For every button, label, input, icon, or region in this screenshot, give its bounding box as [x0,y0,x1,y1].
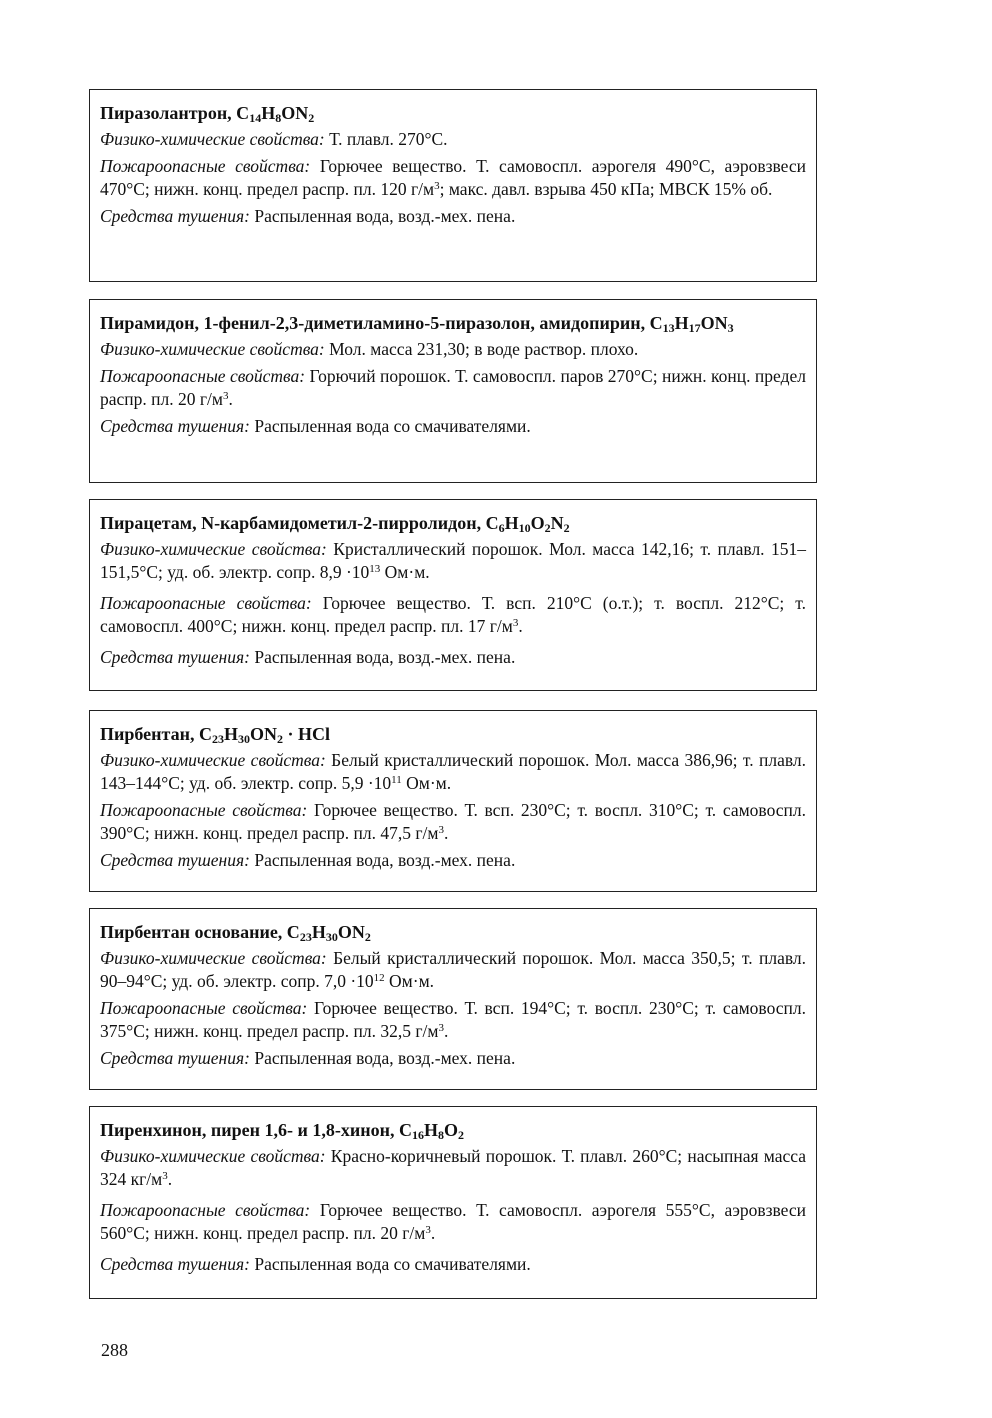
phys-chem-properties [100,947,806,993]
text-run: Горючее вещество. Т. всп. 210°С (о.т.); т. воспл. 212°С; т. самовоспл. 400°С; нижн. конц. предел распр. пл. 17 г/м [100,593,806,636]
text-run: H [311,922,326,942]
entry-pyrenequinone [89,1106,817,1299]
subscript: 2 [308,111,315,125]
fire-properties [100,155,806,201]
text-run: Распыленная вода, возд.-мех. пена. [249,850,516,870]
text-run: . [228,389,233,409]
phys-label: Физико-химические свойства: [100,750,326,770]
entry-title [100,723,806,745]
superscript: 3 [438,1022,444,1034]
subscript: 8 [437,1128,444,1142]
subscript: 2 [364,930,371,944]
extinguishing-means [100,849,806,872]
text-run: O [443,1120,458,1140]
phys-label: Физико-химические свойства: [100,339,325,359]
phys-chem-properties [100,338,806,361]
subscript: 6 [498,521,505,535]
phys-chem-properties [100,749,806,795]
ext-text [250,850,515,870]
text-run: H [423,1120,438,1140]
text-run: Ом·м. [380,562,430,582]
fire-properties [100,799,806,845]
superscript: 13 [369,563,381,575]
phys-text [325,129,448,149]
subscript: 2 [276,732,283,746]
ext-label: Средства тушения: [100,647,250,667]
entry-title [100,512,806,534]
subscript: 16 [411,1128,424,1142]
extinguishing-means [100,1047,806,1070]
text-run: ON [249,724,277,744]
entry-pirbentan [89,710,817,892]
ext-label: Средства тушения: [100,1254,250,1274]
text-run: . [167,1169,173,1189]
subscript: 8 [275,111,282,125]
text-run: Кристаллический порошок. Мол. масса 142,16; т. плавл. 151–151,5°С; уд. об. электр. сопр. 8,9 ·10 [100,539,806,582]
fire-label: Пожароопасные свойства: [100,800,308,820]
subscript: 2 [544,521,551,535]
ext-label: Средства тушения: [100,206,250,226]
text-run: . [518,616,523,636]
text-run: Т. плавл. 270°С. [324,129,448,149]
phys-chem-properties [100,128,806,151]
subscript: 13 [662,321,675,335]
entry-pyramidon [89,299,817,483]
ext-text [250,1048,515,1068]
text-run: O [530,513,545,533]
text-run: N [550,513,564,533]
fire-properties [100,1199,806,1245]
ext-label: Средства тушения: [100,850,250,870]
text-run: Белый кристаллический порошок. Мол. масса 350,5; т. плавл. 90–94°С; уд. об. электр. сопр. 7,0 ·10 [100,948,806,991]
text-run: Пирбентан основание, C [100,922,300,942]
text-run: H [223,724,238,744]
phys-chem-properties [100,1145,806,1191]
text-run: Мол. масса 231,30; в воде раствор. плохо. [324,339,639,359]
subscript: 2 [457,1128,464,1142]
fire-label: Пожароопасные свойства: [100,1200,311,1220]
text-run: Ом·м. [384,971,435,991]
superscript: 3 [223,390,229,402]
fire-properties [100,592,806,638]
text-run: Пиренхинон, пирен 1,6- и 1,8-хинон, C [100,1120,412,1140]
subscript: 23 [299,930,312,944]
entry-title [100,1119,806,1141]
superscript: 3 [512,617,519,629]
ext-label: Средства тушения: [100,1048,250,1068]
subscript: 2 [563,521,570,535]
text-run: Распыленная вода со смачивателями. [249,416,531,436]
text-run: Горючее вещество. Т. всп. 194°С; т. воспл. 230°С; т. самовоспл. 375°С; нижн. конц. предел распр. пл. 32,5 г/м [100,998,806,1041]
entry-title [100,102,806,124]
fire-properties [100,365,806,411]
text-run: Распыленная вода, возд.-мех. пена. [249,206,516,226]
text-run: Горючее вещество. Т. всп. 230°С; т. воспл. 310°С; т. самовоспл. 390°С; нижн. конц. предел распр. пл. 47,5 г/м [100,800,806,843]
text-run: . [443,823,449,843]
entry-title [100,921,806,943]
superscript: 3 [438,824,444,836]
text-run: Пирацетам, N-карбамидометил-2-пирролидон, C [100,513,499,533]
text-run: ON [281,103,309,123]
text-run: Белый кристаллический порошок. Мол. масса 386,96; т. плавл. 143–144°С; уд. об. электр. сопр. 5,9 ·10 [100,750,806,793]
phys-label: Физико-химические свойства: [100,1146,326,1166]
phys-label: Физико-химические свойства: [100,539,327,559]
text-run: Распыленная вода, возд.-мех. пена. [249,647,516,667]
entry-pyrazolanthrone [89,89,817,282]
phys-chem-properties [100,538,806,584]
page-number: 288 [101,1340,128,1360]
subscript: 17 [688,321,701,335]
subscript: 30 [237,732,250,746]
superscript: 3 [162,1170,168,1182]
text-run: Пиразолантрон, C [100,103,250,123]
entry-title [100,312,806,334]
extinguishing-means [100,1253,806,1276]
text-run: Горючий порошок. Т. самовоспл. паров 270°С; нижн. конц. предел распр. пл. 20 г/м [100,366,806,409]
subscript: 23 [211,732,224,746]
text-run: Распыленная вода, возд.-мех. пена. [249,1048,516,1068]
fire-label: Пожароопасные свойства: [100,156,311,176]
phys-label: Физико-химические свойства: [100,129,325,149]
text-run: Пирбентан, C [100,724,212,744]
fire-label: Пожароопасные свойства: [100,593,312,613]
ext-text [250,1254,531,1274]
text-run: . [443,1021,449,1041]
fire-properties [100,997,806,1043]
superscript: 12 [373,972,385,984]
entry-piracetam [89,499,817,691]
fire-label: Пожароопасные свойства: [100,366,306,386]
extinguishing-means [100,205,806,228]
text-run: . [430,1223,436,1243]
superscript: 11 [391,774,402,786]
entry-pirbentan-base [89,908,817,1090]
subscript: 10 [518,521,531,535]
extinguishing-means [100,415,806,438]
text-run: Ом·м. [401,773,452,793]
ext-label: Средства тушения: [100,416,250,436]
subscript: 3 [727,321,734,335]
text-run: H [674,313,689,333]
text-run: Распыленная вода со смачивателями. [249,1254,531,1274]
text-run: H [504,513,519,533]
superscript: 3 [434,180,440,192]
text-run: Горючее вещество. Т. самовоспл. аэрогеля 490°С, аэровзвеси 470°С; нижн. конц. предел распр. пл. 120 г/м [100,156,806,199]
phys-label: Физико-химические свойства: [100,948,327,968]
text-run: ; макс. давл. взрыва 450 кПа; МВСК 15% об. [439,179,773,199]
subscript: 30 [325,930,338,944]
text-run: ON [337,922,365,942]
text-run: Горючее вещество. Т. самовоспл. аэрогеля 555°С, аэровзвеси 560°С; нижн. конц. предел распр. пл. 20 г/м [100,1200,806,1243]
fire-label: Пожароопасные свойства: [100,998,308,1018]
text-run: Пирамидон, 1-фенил-2,3-диметиламино-5-пиразолон, амидопирин, C [100,313,663,333]
extinguishing-means [100,646,806,669]
text-run: ON [700,313,728,333]
subscript: 14 [249,111,262,125]
superscript: 3 [425,1224,431,1236]
text-run: H [261,103,276,123]
phys-text [325,339,639,359]
ext-text [250,206,515,226]
ext-text [250,416,531,436]
text-run: · HCl [282,724,330,744]
text-run: Красно-коричневый порошок. Т. плавл. 260°С; насыпная масса 324 кг/м [100,1146,806,1189]
ext-text [250,647,515,667]
